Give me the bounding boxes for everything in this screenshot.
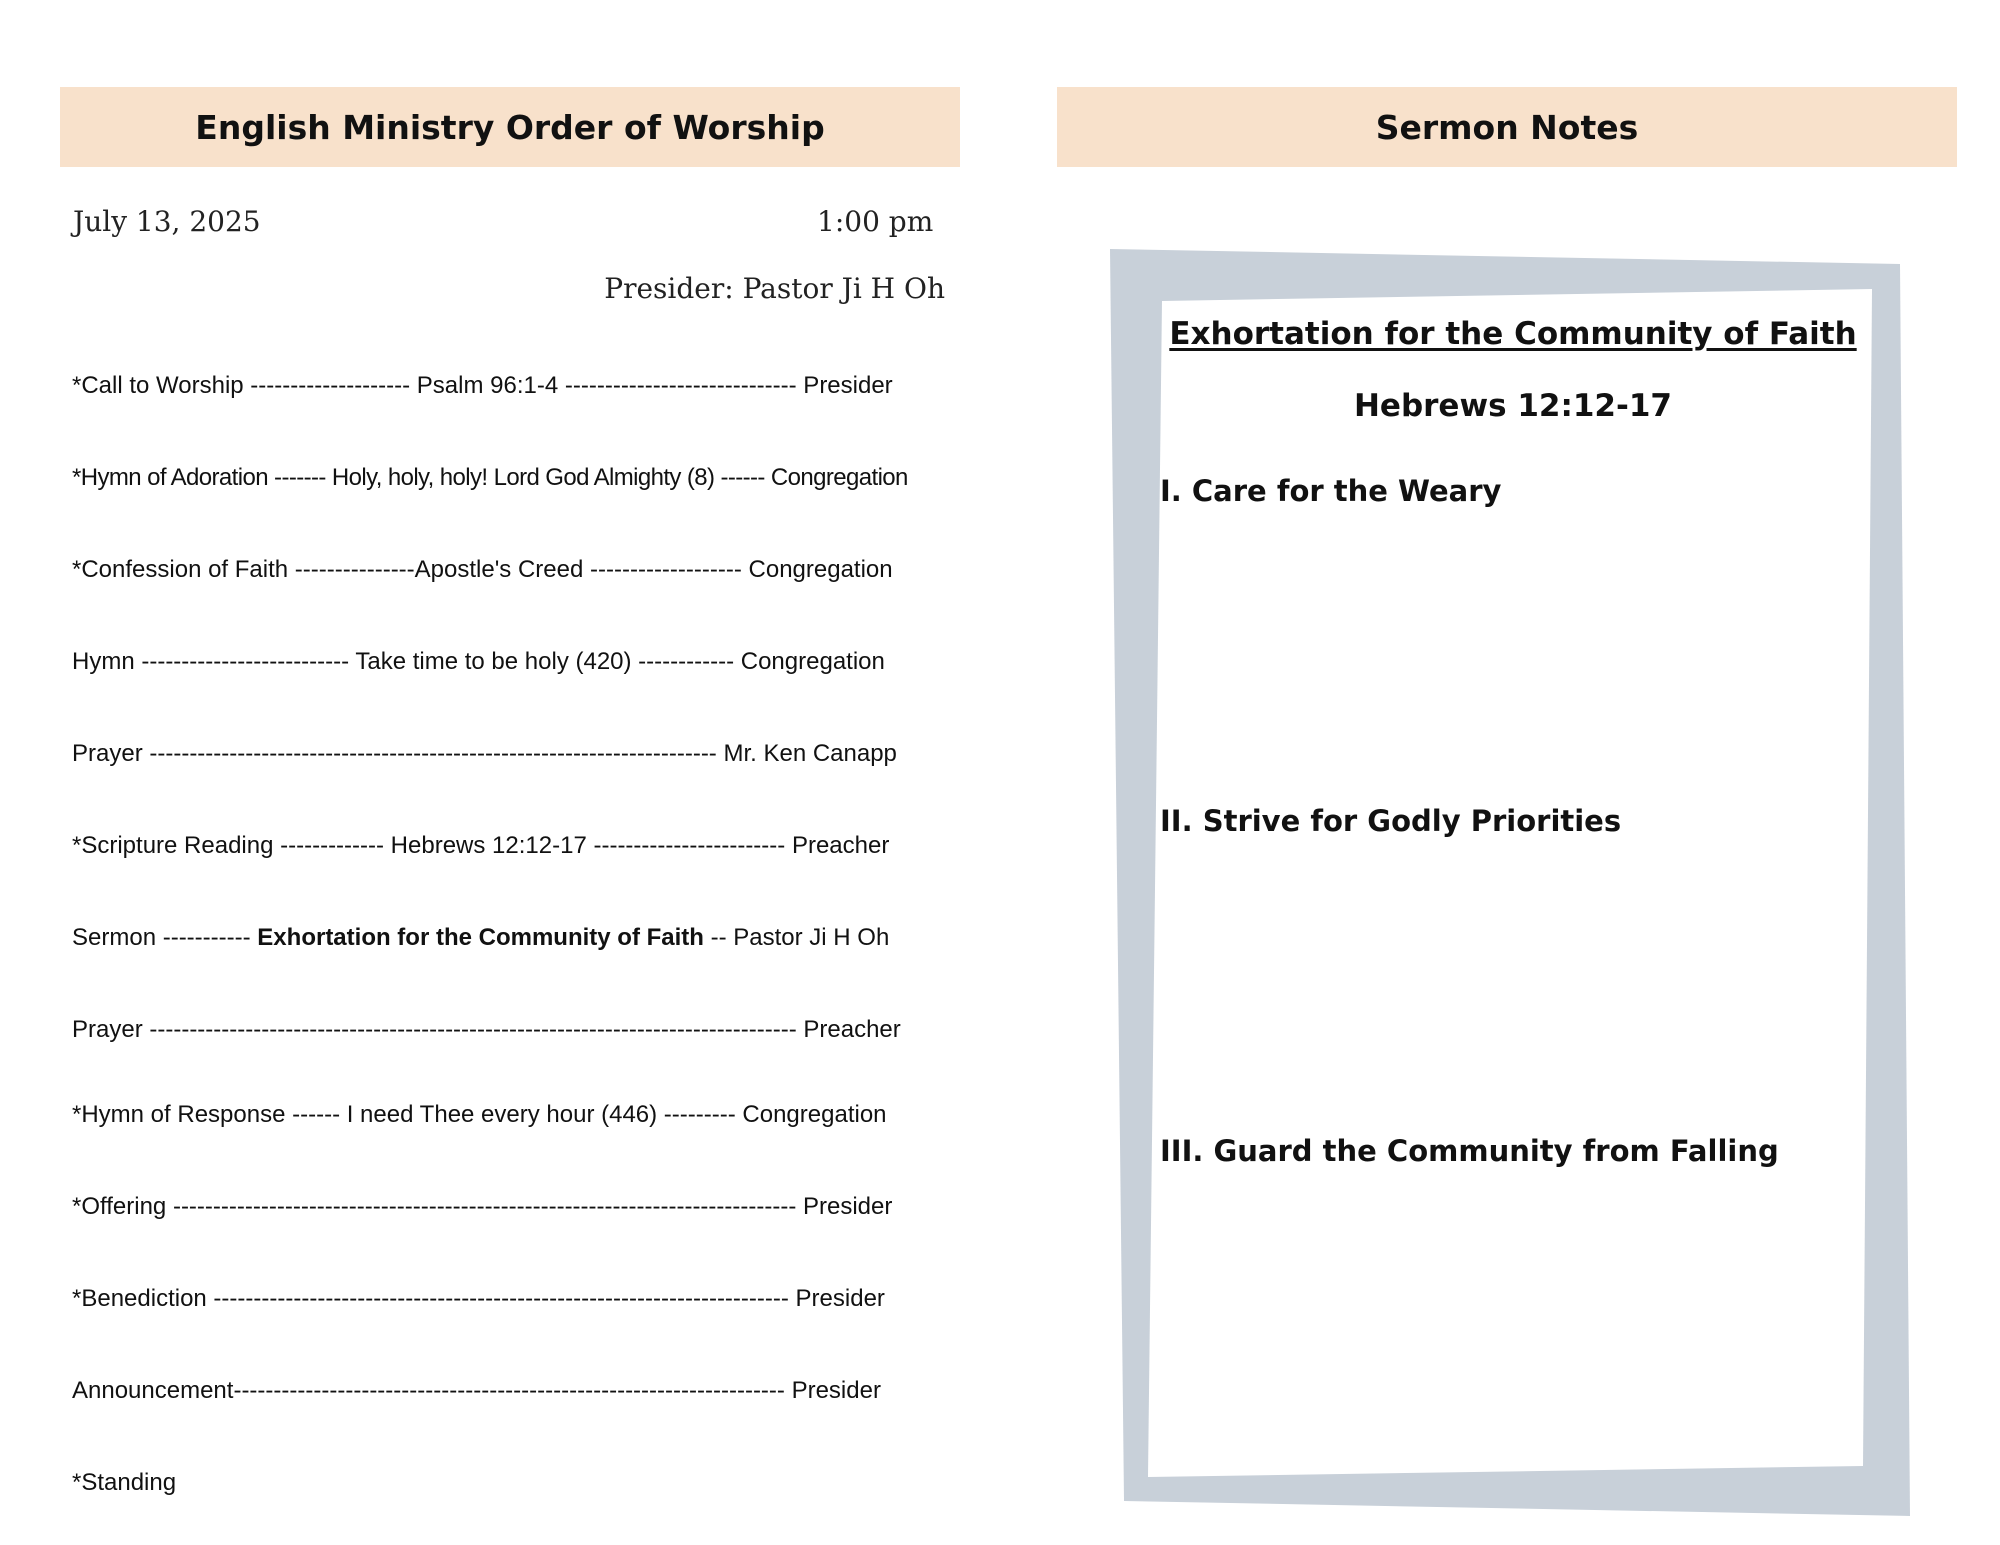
notes-paper bbox=[1148, 289, 1872, 1477]
order-item-prayer: Prayer ----------------------------------------------------------------------- Mr. Ken Canapp bbox=[72, 740, 897, 767]
sermon-notes-header: Sermon Notes bbox=[1057, 87, 1957, 167]
order-item-hymn-of-adoration: *Hymn of Adoration ------- Holy, holy, holy! Lord God Almighty (8) ------ Congregation bbox=[72, 464, 908, 491]
standing-note: *Standing bbox=[72, 1469, 177, 1496]
order-item-confession-of-faith: *Confession of Faith ---------------Apostle's Creed ------------------- Congregation bbox=[72, 556, 893, 583]
order-item-sermon: Sermon ----------- Exhortation for the Community of Faith -- Pastor Ji H Oh bbox=[72, 924, 890, 951]
order-item-hymn: Hymn -------------------------- Take time to be holy (420) ------------ Congregation bbox=[72, 648, 885, 675]
order-of-worship-header: English Ministry Order of Worship bbox=[60, 87, 960, 167]
sermon-point-3: III. Guard the Community from Falling bbox=[1160, 1134, 1779, 1168]
sermon-point-2: II. Strive for Godly Priorities bbox=[1160, 804, 1622, 838]
order-item-hymn-of-response: *Hymn of Response ------ I need Thee every hour (446) --------- Congregation bbox=[72, 1101, 887, 1128]
service-time: 1:00 pm bbox=[817, 205, 934, 238]
order-item-offering: *Offering ------------------------------------------------------------------------------ Presider bbox=[72, 1193, 893, 1220]
order-item-scripture-reading: *Scripture Reading ------------- Hebrews 12:12-17 ------------------------ Preacher bbox=[72, 832, 890, 859]
sermon-title: Exhortation for the Community of Faith bbox=[257, 924, 704, 951]
presider-line: Presider: Pastor Ji H Oh bbox=[604, 272, 945, 305]
order-item-announcement: Announcement--------------------------------------------------------------------- Presider bbox=[72, 1377, 881, 1404]
order-item-closing-prayer: Prayer --------------------------------------------------------------------------------- Preacher bbox=[72, 1016, 901, 1043]
order-item-call-to-worship: *Call to Worship -------------------- Psalm 96:1-4 ----------------------------- Presider bbox=[72, 372, 893, 399]
order-item-benediction: *Benediction ------------------------------------------------------------------------ Presider bbox=[72, 1285, 885, 1312]
service-date: July 13, 2025 bbox=[73, 205, 261, 238]
sermon-title-heading: Exhortation for the Community of Faith bbox=[1169, 316, 1857, 352]
sermon-point-1: I. Care for the Weary bbox=[1160, 474, 1502, 508]
notes-frame bbox=[1100, 245, 1920, 1525]
scripture-reference: Hebrews 12:12-17 bbox=[1353, 388, 1673, 424]
